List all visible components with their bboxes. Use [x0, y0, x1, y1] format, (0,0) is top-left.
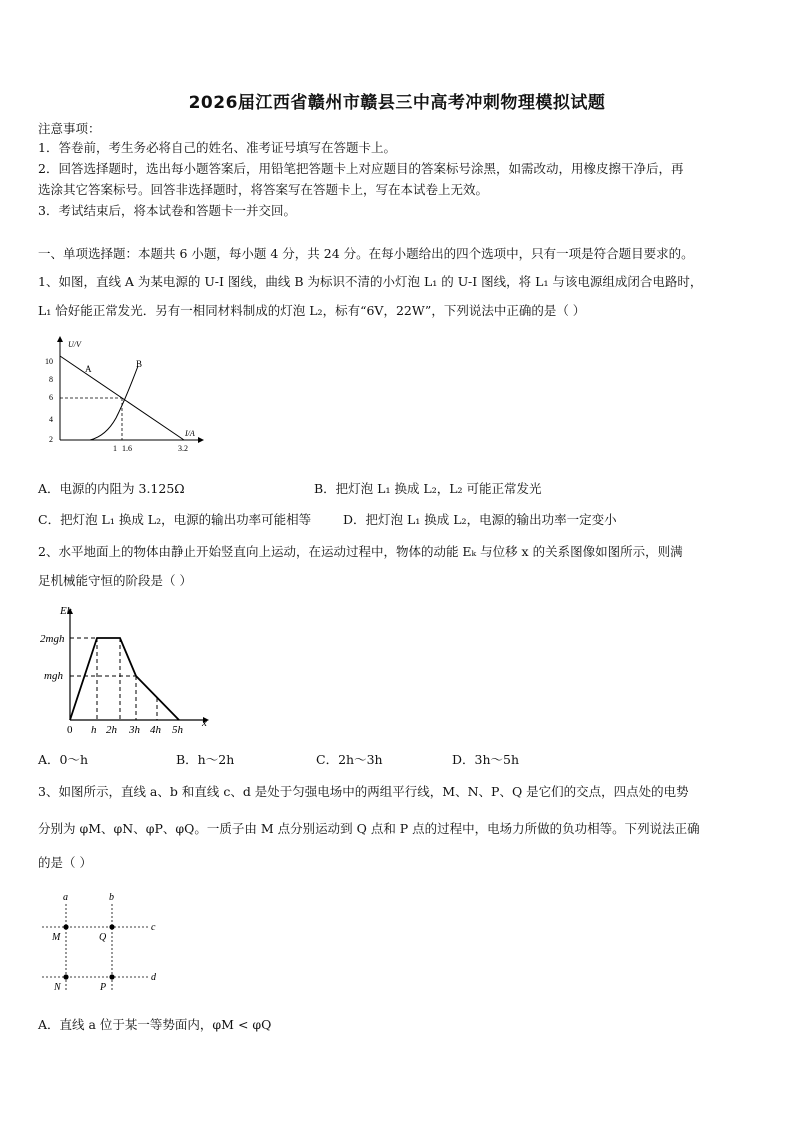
q1-y-tick: 4: [49, 415, 53, 424]
q1-x-tick: 3.2: [178, 444, 188, 453]
q3-label-p: P: [100, 982, 107, 993]
q3-label-n: N: [54, 982, 61, 993]
notice-item-1: 1．答卷前，考生务必将自己的姓名、准考证号填写在答题卡上。: [38, 140, 396, 155]
q3-field-figure: [38, 888, 178, 998]
q2-x-tick: 5h: [172, 724, 183, 736]
q3-line-b-label: b: [109, 892, 114, 903]
q2-x-tick: 4h: [150, 724, 161, 736]
q3-point-p: [109, 974, 114, 979]
q1-y-tick: 6: [49, 393, 53, 402]
q3-label-q: Q: [99, 932, 107, 943]
q3-point-q: [109, 924, 114, 929]
q2-x-axis-label: x: [202, 717, 207, 729]
q1-x-tick: 1.6: [122, 444, 132, 453]
q2-x-tick: 0: [67, 724, 73, 736]
q2-option-d[interactable]: D．3h～5h: [452, 752, 520, 767]
q2-option-b[interactable]: B．h～2h: [176, 752, 235, 767]
q2-x-tick: 3h: [129, 724, 140, 736]
q1-curve-b: [90, 366, 138, 440]
q1-y-tick: 2: [49, 435, 53, 444]
notice-heading: 注意事项：: [38, 121, 101, 136]
q2-ek-graph: [38, 600, 218, 740]
q1-stem-line1: 1、如图，直线 A 为某电源的 U-I 图线，曲线 B 为标识不清的小灯泡 L₁ 的 U-I 图线，将 L₁ 与该电源组成闭合电路时，: [38, 274, 703, 289]
q3-point-n: [63, 974, 68, 979]
q3-stem-line2: 分别为 φM、φN、φP、φQ。一质子由 M 点分别运动到 Q 点和 P 点的过程中，电场力所做的负功相等。下列说法正确: [38, 821, 700, 836]
notice-item-2-cont: 选涂其它答案标号。回答非选择题时，将答案写在答题卡上，写在本试卷上无效。: [38, 182, 489, 197]
q2-x-tick: h: [91, 724, 97, 736]
q1-line-a-label: A: [85, 364, 92, 374]
q2-option-c[interactable]: C．2h～3h: [316, 752, 383, 767]
q2-y-axis-label: Ek: [60, 605, 72, 617]
q3-stem-line1: 3、如图所示，直线 a、b 和直线 c、d 是处于匀强电场中的两组平行线，M、N、P、Q 是它们的交点，四点处的电势: [38, 784, 689, 799]
q1-y-tick: 8: [49, 375, 53, 384]
q2-option-a[interactable]: A．0～h: [38, 752, 89, 767]
exam-title: 2026届江西省赣州市赣县三中高考冲刺物理模拟试题: [188, 93, 606, 113]
q3-line-a-label: a: [63, 892, 68, 903]
q1-y-tick: 10: [45, 357, 53, 366]
q1-y-axis-label: U/V: [68, 340, 81, 349]
q1-option-a[interactable]: A．电源的内阻为 3.125Ω: [38, 481, 185, 496]
q2-y-tick-mgh: mgh: [44, 670, 63, 682]
q3-point-m: [63, 924, 68, 929]
q1-option-c[interactable]: C．把灯泡 L₁ 换成 L₂，电源的输出功率可能相等: [38, 512, 312, 527]
q2-stem-line2: 足机械能守恒的阶段是（ ）: [38, 573, 192, 588]
notice-item-2: 2．回答选择题时，选出每小题答案后，用铅笔把答题卡上对应题目的答案标号涂黑，如需改动，用橡皮擦干净后，再: [38, 161, 684, 176]
q3-stem-line3: 的是（ ）: [38, 855, 92, 870]
q2-stem-line1: 2、水平地面上的物体由静止开始竖直向上运动，在运动过程中，物体的动能 Eₖ 与位移 x 的关系图像如图所示，则满: [38, 544, 683, 559]
q1-option-b[interactable]: B．把灯泡 L₁ 换成 L₂，L₂ 可能正常发光: [314, 481, 542, 496]
section-heading: 一、单项选择题：本题共 6 小题，每小题 4 分，共 24 分。在每小题给出的四个选项中，只有一项是符合题目要求的。: [38, 246, 694, 261]
q1-x-tick: 1: [113, 444, 117, 453]
q1-stem-line2: L₁ 恰好能正常发光．另有一相同材料制成的灯泡 L₂，标有“6V，22W”，下列说法中正确的是（ ）: [38, 303, 586, 318]
q2-x-tick: 2h: [106, 724, 117, 736]
notice-item-3: 3．考试结束后，将本试卷和答题卡一并交回。: [38, 203, 296, 218]
q3-line-c-label: c: [151, 922, 156, 933]
q2-ek-curve: [70, 638, 179, 720]
q3-label-m: M: [52, 932, 61, 943]
q1-ui-graph: [38, 336, 208, 456]
q1-option-d[interactable]: D．把灯泡 L₁ 换成 L₂，电源的输出功率一定变小: [343, 512, 617, 527]
q3-line-d-label: d: [151, 972, 156, 983]
q2-y-tick-2mgh: 2mgh: [40, 633, 65, 645]
q3-option-a[interactable]: A．直线 a 位于某一等势面内，φM < φQ: [38, 1017, 272, 1032]
q1-curve-b-label: B: [136, 359, 143, 369]
q1-x-axis-label: I/A: [185, 429, 195, 438]
